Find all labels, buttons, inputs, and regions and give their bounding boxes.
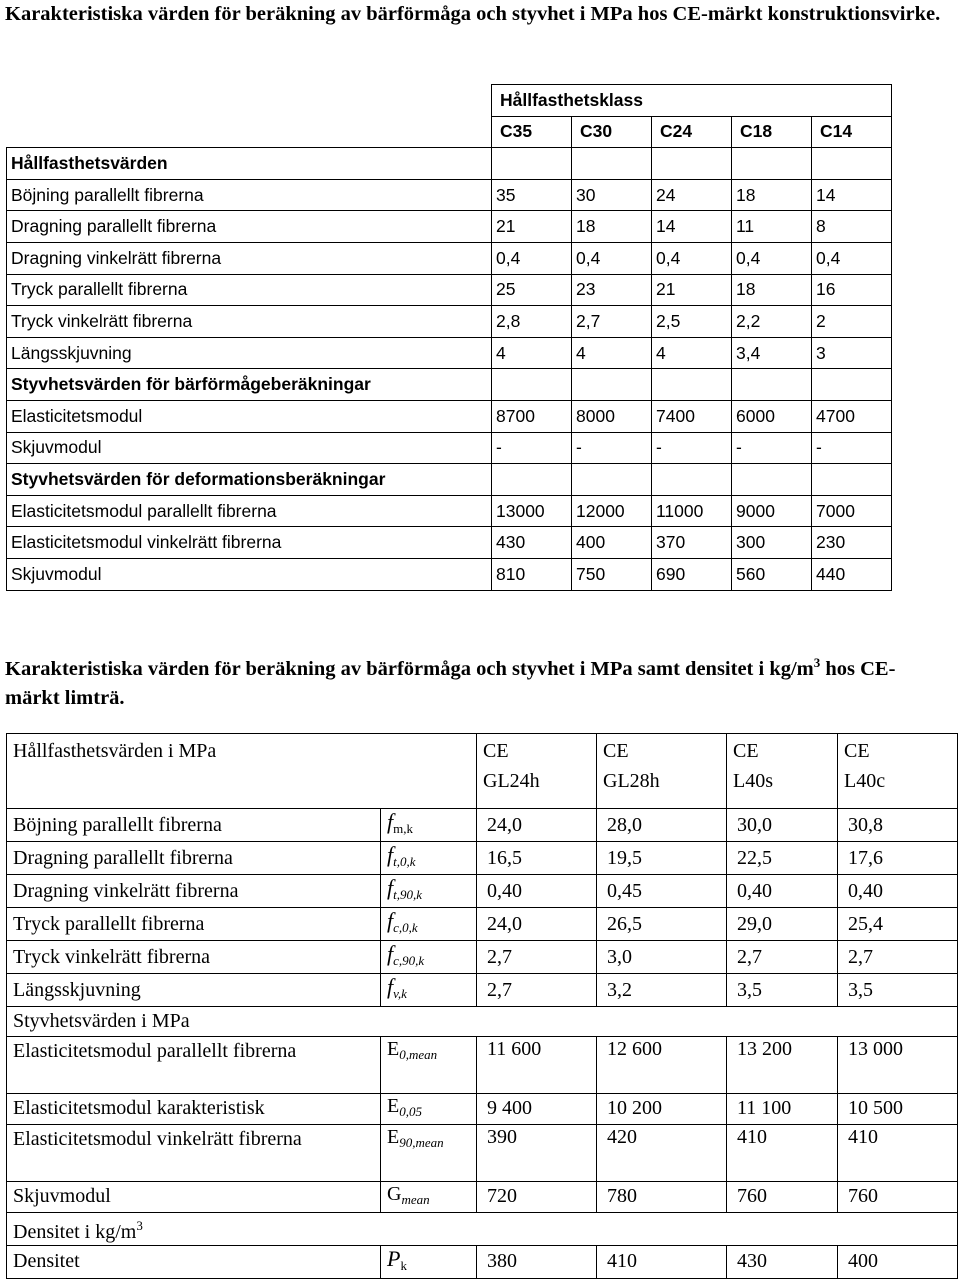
- row-label: Dragning vinkelrätt fibrerna: [7, 875, 381, 908]
- value-cell: 0,4: [732, 242, 812, 274]
- symbol-cell: [381, 908, 477, 941]
- section-label: Styvhetsvärden för bärförmågeberäkningar: [7, 369, 492, 401]
- symbol-cell: [381, 1093, 477, 1124]
- value-cell: 2,7: [477, 974, 597, 1007]
- value-cell: 3,5: [838, 974, 958, 1007]
- row-label: Tryck vinkelrätt fibrerna: [7, 941, 381, 974]
- table-row: [7, 908, 958, 941]
- value-cell: 400: [838, 1245, 958, 1278]
- column-header: [838, 734, 958, 809]
- symbol-cell: [381, 875, 477, 908]
- value-cell: 10 200: [597, 1093, 727, 1124]
- value-cell: 29,0: [727, 908, 838, 941]
- value-cell: 0,4: [492, 242, 572, 274]
- value-cell: 8700: [492, 400, 572, 432]
- value-cell: 10 500: [838, 1093, 958, 1124]
- symbol-subscript: mean: [401, 1191, 430, 1207]
- value-cell: 410: [597, 1245, 727, 1278]
- value-cell: 560: [732, 558, 812, 590]
- value-cell: 28,0: [597, 809, 727, 842]
- table-row: [7, 842, 958, 875]
- symbol-cell: [381, 1036, 477, 1093]
- value-cell: 30,0: [727, 809, 838, 842]
- symbol: G: [387, 1182, 402, 1205]
- value-cell: 390: [477, 1124, 597, 1181]
- symbol-cell: [381, 1181, 477, 1212]
- value-cell: 420: [597, 1124, 727, 1181]
- value-cell: 2,7: [838, 941, 958, 974]
- value-cell: [572, 464, 652, 496]
- density-header-sup: 3: [136, 1217, 143, 1233]
- column-header-line2: L40s: [733, 770, 773, 792]
- table2-heading-tail: hos CE-märkt limträ.: [5, 657, 896, 709]
- value-cell: 35: [492, 179, 572, 211]
- table2-heading: [5, 648, 950, 713]
- value-cell: 8000: [572, 400, 652, 432]
- value-cell: 9 400: [477, 1093, 597, 1124]
- column-header: [597, 734, 727, 809]
- value-cell: 11 600: [477, 1036, 597, 1093]
- value-cell: -: [812, 432, 892, 464]
- table-row: [7, 1181, 958, 1212]
- value-cell: 400: [572, 527, 652, 559]
- density-header: [7, 1212, 958, 1245]
- row-label: Dragning parallellt fibrerna: [7, 842, 381, 875]
- symbol: P: [387, 1245, 401, 1271]
- row-label: Elasticitetsmodul: [7, 400, 492, 432]
- value-cell: 13 200: [727, 1036, 838, 1093]
- symbol: E: [387, 1037, 400, 1060]
- symbol: f: [387, 842, 394, 867]
- value-cell: 16: [812, 274, 892, 306]
- value-cell: 26,5: [597, 908, 727, 941]
- value-cell: 3,5: [727, 974, 838, 1007]
- value-cell: 2,2: [732, 306, 812, 338]
- value-cell: [572, 369, 652, 401]
- table-row: [7, 242, 892, 274]
- grade-header: C24: [652, 116, 732, 148]
- row-label: Tryck parallellt fibrerna: [7, 908, 381, 941]
- row-label: Tryck vinkelrätt fibrerna: [7, 306, 492, 338]
- column-header: [477, 734, 597, 809]
- value-cell: 0,45: [597, 875, 727, 908]
- symbol: f: [387, 809, 394, 834]
- glulam-strength-table: [6, 733, 958, 1279]
- value-cell: 21: [492, 211, 572, 243]
- section-row: [7, 369, 892, 401]
- table-row: [7, 941, 958, 974]
- symbol-subscript: 0,mean: [399, 1046, 438, 1062]
- lumber-strength-table: [6, 84, 892, 591]
- table-row: [7, 1093, 958, 1124]
- value-cell: 810: [492, 558, 572, 590]
- value-cell: 2: [812, 306, 892, 338]
- row-label: Längsskjuvning: [7, 337, 492, 369]
- value-cell: [732, 464, 812, 496]
- value-cell: -: [492, 432, 572, 464]
- value-cell: 3: [812, 337, 892, 369]
- value-cell: 0,40: [838, 875, 958, 908]
- value-cell: 25: [492, 274, 572, 306]
- section-row: [7, 1007, 958, 1037]
- column-header-row: [7, 734, 958, 809]
- value-cell: 3,2: [597, 974, 727, 1007]
- symbol-cell: [381, 842, 477, 875]
- grade-header: C35: [492, 116, 572, 148]
- value-cell: 780: [597, 1181, 727, 1212]
- symbol-subscript: k: [400, 1257, 407, 1273]
- symbol: E: [387, 1094, 400, 1117]
- symbol: f: [387, 941, 394, 966]
- value-cell: 21: [652, 274, 732, 306]
- value-cell: 16,5: [477, 842, 597, 875]
- value-cell: 370: [652, 527, 732, 559]
- class-header-row: [7, 85, 892, 117]
- class-header: Hållfasthetsklass: [492, 85, 892, 117]
- value-cell: 8: [812, 211, 892, 243]
- table-row: [7, 1245, 958, 1278]
- table2-heading-sup: 3: [813, 655, 821, 670]
- blank-cell: [7, 85, 492, 117]
- value-cell: 14: [812, 179, 892, 211]
- symbol-subscript: c,0,k: [393, 920, 418, 935]
- value-cell: [652, 464, 732, 496]
- table-row: [7, 527, 892, 559]
- section-row: [7, 148, 892, 180]
- value-cell: 11: [732, 211, 812, 243]
- value-cell: 19,5: [597, 842, 727, 875]
- value-cell: 0,4: [812, 242, 892, 274]
- grade-row: [7, 116, 892, 148]
- row-label: Tryck parallellt fibrerna: [7, 274, 492, 306]
- table-row: [7, 274, 892, 306]
- value-cell: 13000: [492, 495, 572, 527]
- value-cell: 4700: [812, 400, 892, 432]
- value-cell: 22,5: [727, 842, 838, 875]
- value-cell: [812, 148, 892, 180]
- symbol-cell: [381, 809, 477, 842]
- value-cell: [652, 148, 732, 180]
- value-cell: 24,0: [477, 809, 597, 842]
- table-row: [7, 400, 892, 432]
- value-cell: 380: [477, 1245, 597, 1278]
- section-row: [7, 1212, 958, 1245]
- section-label: Styvhetsvärden i MPa: [7, 1007, 958, 1037]
- value-cell: [812, 464, 892, 496]
- column-header-line2: GL28h: [603, 770, 660, 792]
- symbol-cell: [381, 1245, 477, 1278]
- symbol: f: [387, 875, 394, 900]
- symbol-cell: [381, 941, 477, 974]
- column-header-line1: CE: [733, 740, 759, 762]
- value-cell: 0,4: [652, 242, 732, 274]
- table-row: [7, 875, 958, 908]
- value-cell: 12000: [572, 495, 652, 527]
- density-header-text: Densitet i kg/m: [13, 1220, 137, 1243]
- column-header-line2: GL24h: [483, 770, 540, 792]
- symbol-cell: [381, 1124, 477, 1181]
- value-cell: -: [652, 432, 732, 464]
- column-header-line1: CE: [483, 740, 509, 762]
- value-cell: 410: [838, 1124, 958, 1181]
- symbol-subscript: t,90,k: [393, 887, 423, 902]
- value-cell: 7000: [812, 495, 892, 527]
- value-cell: 2,7: [572, 306, 652, 338]
- blank-cell: [7, 116, 492, 148]
- row-label: Längsskjuvning: [7, 974, 381, 1007]
- value-cell: 410: [727, 1124, 838, 1181]
- value-cell: 23: [572, 274, 652, 306]
- section-label: Styvhetsvärden för deformationsberäkningar: [7, 464, 492, 496]
- table-row: [7, 495, 892, 527]
- value-cell: [492, 464, 572, 496]
- column-header-line1: CE: [844, 740, 870, 762]
- value-cell: 430: [727, 1245, 838, 1278]
- column-header-line1: CE: [603, 740, 629, 762]
- value-cell: 3,4: [732, 337, 812, 369]
- symbol: f: [387, 908, 394, 933]
- row-label: Elasticitetsmodul parallellt fibrerna: [7, 1036, 381, 1093]
- value-cell: 750: [572, 558, 652, 590]
- value-cell: 14: [652, 211, 732, 243]
- grade-header: C18: [732, 116, 812, 148]
- value-cell: 11000: [652, 495, 732, 527]
- section-row: [7, 464, 892, 496]
- value-cell: 12 600: [597, 1036, 727, 1093]
- row-label: Skjuvmodul: [7, 1181, 381, 1212]
- value-cell: 2,7: [727, 941, 838, 974]
- row-label: Böjning parallellt fibrerna: [7, 179, 492, 211]
- row-label: Elasticitetsmodul vinkelrätt fibrerna: [7, 527, 492, 559]
- row-label: Elasticitetsmodul karakteristisk: [7, 1093, 381, 1124]
- table-row: [7, 179, 892, 211]
- row-label: Elasticitetsmodul parallellt fibrerna: [7, 495, 492, 527]
- value-cell: 0,40: [477, 875, 597, 908]
- symbol: f: [387, 974, 394, 999]
- table-row: [7, 211, 892, 243]
- table2-heading-text: Karakteristiska värden för beräkning av bärförmåga och styvhet i MPa samt densitet i kg/m: [5, 657, 814, 680]
- value-cell: 24: [652, 179, 732, 211]
- grade-header: C30: [572, 116, 652, 148]
- value-cell: [812, 369, 892, 401]
- grade-header: C14: [812, 116, 892, 148]
- value-cell: 440: [812, 558, 892, 590]
- value-cell: 7400: [652, 400, 732, 432]
- row-label: Elasticitetsmodul vinkelrätt fibrerna: [7, 1124, 381, 1181]
- table-row: [7, 809, 958, 842]
- value-cell: [492, 369, 572, 401]
- value-cell: 17,6: [838, 842, 958, 875]
- value-cell: 18: [732, 274, 812, 306]
- value-cell: [572, 148, 652, 180]
- header-label: Hållfasthetsvärden i MPa: [7, 734, 477, 809]
- value-cell: 720: [477, 1181, 597, 1212]
- value-cell: 0,4: [572, 242, 652, 274]
- value-cell: 2,7: [477, 941, 597, 974]
- value-cell: 3,0: [597, 941, 727, 974]
- column-header: [727, 734, 838, 809]
- table-row: [7, 432, 892, 464]
- row-label: Skjuvmodul: [7, 558, 492, 590]
- table-row: [7, 337, 892, 369]
- column-header-line2: L40c: [844, 770, 886, 792]
- value-cell: 430: [492, 527, 572, 559]
- value-cell: [492, 148, 572, 180]
- value-cell: 30,8: [838, 809, 958, 842]
- value-cell: -: [732, 432, 812, 464]
- table-row: [7, 974, 958, 1007]
- value-cell: 2,5: [652, 306, 732, 338]
- table1-heading: Karakteristiska värden för beräkning av bärförmåga och styvhet i MPa hos CE-märkt konstruktionsvirke.: [5, 3, 941, 25]
- value-cell: 4: [492, 337, 572, 369]
- symbol-subscript: c,90,k: [393, 953, 425, 968]
- value-cell: 760: [838, 1181, 958, 1212]
- value-cell: 4: [652, 337, 732, 369]
- value-cell: 2,8: [492, 306, 572, 338]
- value-cell: 30: [572, 179, 652, 211]
- symbol-subscript: t,0,k: [393, 854, 416, 869]
- value-cell: -: [572, 432, 652, 464]
- value-cell: [732, 148, 812, 180]
- table-row: [7, 306, 892, 338]
- value-cell: 11 100: [727, 1093, 838, 1124]
- table-row: [7, 1124, 958, 1181]
- value-cell: 760: [727, 1181, 838, 1212]
- value-cell: 18: [572, 211, 652, 243]
- symbol: E: [387, 1125, 400, 1148]
- symbol-subscript: v,k: [393, 986, 407, 1001]
- value-cell: 690: [652, 558, 732, 590]
- row-label: Dragning vinkelrätt fibrerna: [7, 242, 492, 274]
- value-cell: 4: [572, 337, 652, 369]
- symbol-subscript: m,k: [393, 821, 413, 836]
- symbol-cell: [381, 974, 477, 1007]
- value-cell: [652, 369, 732, 401]
- value-cell: 6000: [732, 400, 812, 432]
- value-cell: 25,4: [838, 908, 958, 941]
- row-label: Skjuvmodul: [7, 432, 492, 464]
- row-label: Densitet: [7, 1245, 381, 1278]
- value-cell: [732, 369, 812, 401]
- value-cell: 0,40: [727, 875, 838, 908]
- row-label: Böjning parallellt fibrerna: [7, 809, 381, 842]
- section-label: Hållfasthetsvärden: [7, 148, 492, 180]
- symbol-subscript: 90,mean: [399, 1134, 444, 1150]
- value-cell: 24,0: [477, 908, 597, 941]
- row-label: Dragning parallellt fibrerna: [7, 211, 492, 243]
- table-row: [7, 558, 892, 590]
- value-cell: 9000: [732, 495, 812, 527]
- value-cell: 13 000: [838, 1036, 958, 1093]
- table-row: [7, 1036, 958, 1093]
- value-cell: 230: [812, 527, 892, 559]
- symbol-subscript: 0,05: [399, 1103, 422, 1119]
- value-cell: 18: [732, 179, 812, 211]
- value-cell: 300: [732, 527, 812, 559]
